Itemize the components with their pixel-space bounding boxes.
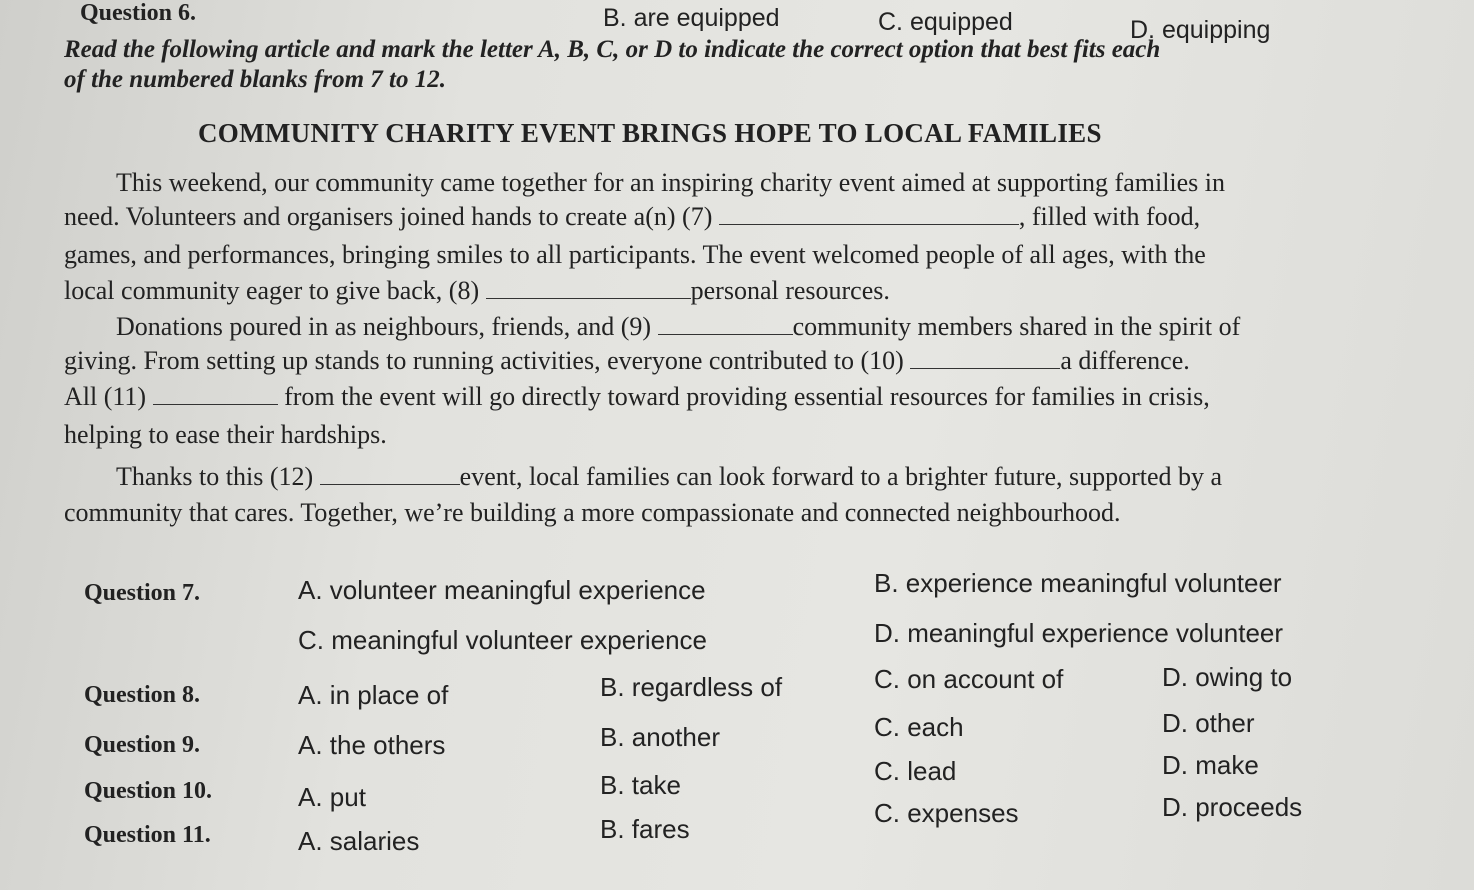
instruction-line-2: of the numbered blanks from 7 to 12. [64,66,446,93]
question-8-label: Question 8. [84,682,201,708]
p2-line-3-start: All (11) [64,382,147,411]
q8-option-d[interactable]: D. owing to [1162,662,1293,692]
p3-line-1-end: event, local families can look forward to a brighter future, supported by a [459,462,1223,491]
p2-line-2-end: a difference. [1060,346,1190,375]
p2-line-1-start: Donations poured in as neighbours, friends, and (9) [116,312,652,341]
p3-line-1-start: Thanks to this (12) [116,462,314,491]
blank-10[interactable] [910,346,1060,369]
p2-line-4: helping to ease their hardships. [64,420,387,449]
p1-line-4-end: personal resources. [690,276,890,305]
blank-11[interactable] [153,382,278,405]
p2-line-3-end: from the event will go directly toward providing essential resources for families in crisis, [284,382,1210,411]
q6-option-d: D. equipping [1130,16,1271,44]
p3-line-1 [116,462,1222,492]
q10-option-d[interactable]: D. make [1162,750,1259,780]
q9-option-d[interactable]: D. other [1162,708,1255,738]
q6-option-c: C. equipped [878,8,1013,36]
p1-line-2-start: need. Volunteers and organisers joined hands to create a(n) (7) [64,202,713,231]
p2-line-1-end: community members shared in the spirit of [792,312,1241,341]
q9-option-c[interactable]: C. each [874,712,964,742]
q8-option-b[interactable]: B. regardless of [600,672,783,702]
q7-option-c[interactable]: C. meaningful volunteer experience [298,625,708,655]
q11-option-a[interactable]: A. salaries [298,826,420,856]
question-9-label: Question 9. [84,732,201,758]
instruction-line-1: Read the following article and mark the letter A, B, C, or D to indicate the correct option that best fits each [64,36,1161,63]
q10-option-b[interactable]: B. take [600,770,681,800]
p1-line-3: games, and performances, bringing smiles to all participants. The event welcomed people of all ages, with the [64,240,1206,269]
question-6-label: Question 6. [80,0,197,26]
blank-8[interactable] [486,276,691,299]
blank-12[interactable] [320,462,460,485]
question-11-label: Question 11. [84,822,211,848]
q8-option-c[interactable]: C. on account of [874,664,1064,694]
p1-line-4-start: local community eager to give back, (8) [64,276,480,305]
question-10-label: Question 10. [84,778,213,804]
p1-line-2 [64,202,1200,232]
q11-option-d[interactable]: D. proceeds [1162,792,1303,822]
q9-option-a[interactable]: A. the others [298,730,446,760]
q7-option-a[interactable]: A. volunteer meaningful experience [298,575,706,605]
blank-7[interactable] [719,202,1019,225]
p2-line-1 [116,312,1240,342]
blank-9[interactable] [658,312,793,335]
q10-option-a[interactable]: A. put [298,782,366,812]
p2-line-2-start: giving. From setting up stands to running activities, everyone contributed to (10) [64,346,904,375]
q7-option-b[interactable]: B. experience meaningful volunteer [874,568,1282,598]
p1-line-2-end: , filled with food, [1018,202,1201,231]
p1-line-4 [64,276,890,306]
p2-line-3 [64,382,1210,412]
q9-option-b[interactable]: B. another [600,722,720,752]
q11-option-c[interactable]: C. expenses [874,798,1019,828]
article-title: COMMUNITY CHARITY EVENT BRINGS HOPE TO LOCAL FAMILIES [198,118,1102,148]
q11-option-b[interactable]: B. fares [600,814,690,844]
p3-line-2: community that cares. Together, we’re building a more compassionate and connected neighbourhood. [64,498,1121,527]
q8-option-a[interactable]: A. in place of [298,680,449,710]
p2-line-2 [64,346,1190,376]
q6-option-b: B. are equipped [603,4,780,32]
q10-option-c[interactable]: C. lead [874,756,957,786]
p1-line-1: This weekend, our community came together for an inspiring charity event aimed at supporting families in [116,168,1226,197]
q7-option-d[interactable]: D. meaningful experience volunteer [874,618,1284,648]
question-7-label: Question 7. [84,580,201,606]
